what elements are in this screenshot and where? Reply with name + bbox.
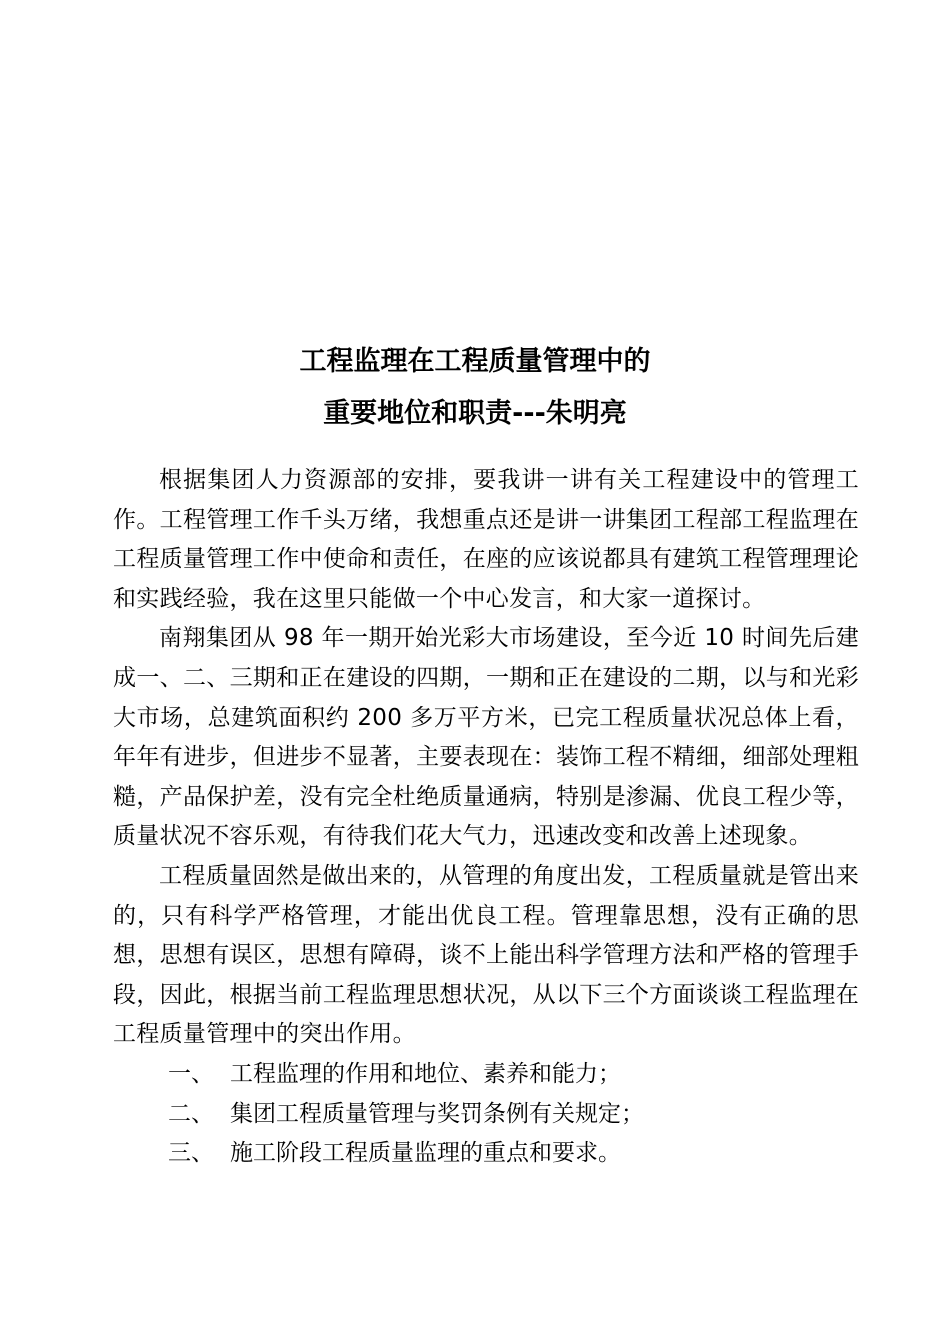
list-item (113, 1134, 859, 1174)
document-body (113, 461, 859, 1174)
list-item-text: 集团工程质量管理与奖罚条例有关规定； (230, 1100, 644, 1127)
paragraph-2: 南翔集团从 98 年一期开始光彩大市场建设，至今近 10 时间先后建成一、二、三期和正在建设的四期，一期和正在建设的二期，以与和光彩大市场，总建筑面积约 200 多万平方米，已完工程质量状况总体上看，年年有进步，但进步不显著，主要表现在：装饰工程不精细，细部处理粗糙，产品保护差，没有完全杜绝质量通病，特别是渗漏、优良工程少等，质量状况不容乐观，有待我们花大气力，迅速改变和改善上述现象。 (113, 625, 859, 850)
list-item-number: 一、 (168, 1060, 214, 1087)
paragraph-3: 工程质量固然是做出来的，从管理的角度出发，工程质量就是管出来的，只有科学严格管理，才能出优良工程。管理靠思想，没有正确的思想，思想有误区，思想有障碍，谈不上能出科学管理方法和严格的管理手段，因此，根据当前工程监理思想状况，从以下三个方面谈谈工程监理在工程质量管理中的突出作用。 (113, 862, 859, 1048)
paragraph-1: 根据集团人力资源部的安排，要我讲一讲有关工程建设中的管理工作。工程管理工作千头万绪，我想重点还是讲一讲集团工程部工程监理在工程质量管理工作中使命和责任，在座的应该说都具有建筑工程管理理论和实践经验，我在这里只能做一个中心发言，和大家一道探讨。 (113, 467, 859, 612)
document-title (0, 336, 950, 440)
list-item (113, 1095, 859, 1135)
title-line-2: 重要地位和职责---朱明亮 (323, 398, 627, 429)
list-item-text: 工程监理的作用和地位、素养和能力； (230, 1060, 621, 1087)
list-item-number: 三、 (168, 1140, 214, 1167)
topic-list (113, 1055, 859, 1174)
title-line-1: 工程监理在工程质量管理中的 (299, 346, 651, 377)
list-item (113, 1055, 859, 1095)
list-item-text: 施工阶段工程质量监理的重点和要求。 (230, 1140, 621, 1167)
list-item-number: 二、 (168, 1100, 214, 1127)
